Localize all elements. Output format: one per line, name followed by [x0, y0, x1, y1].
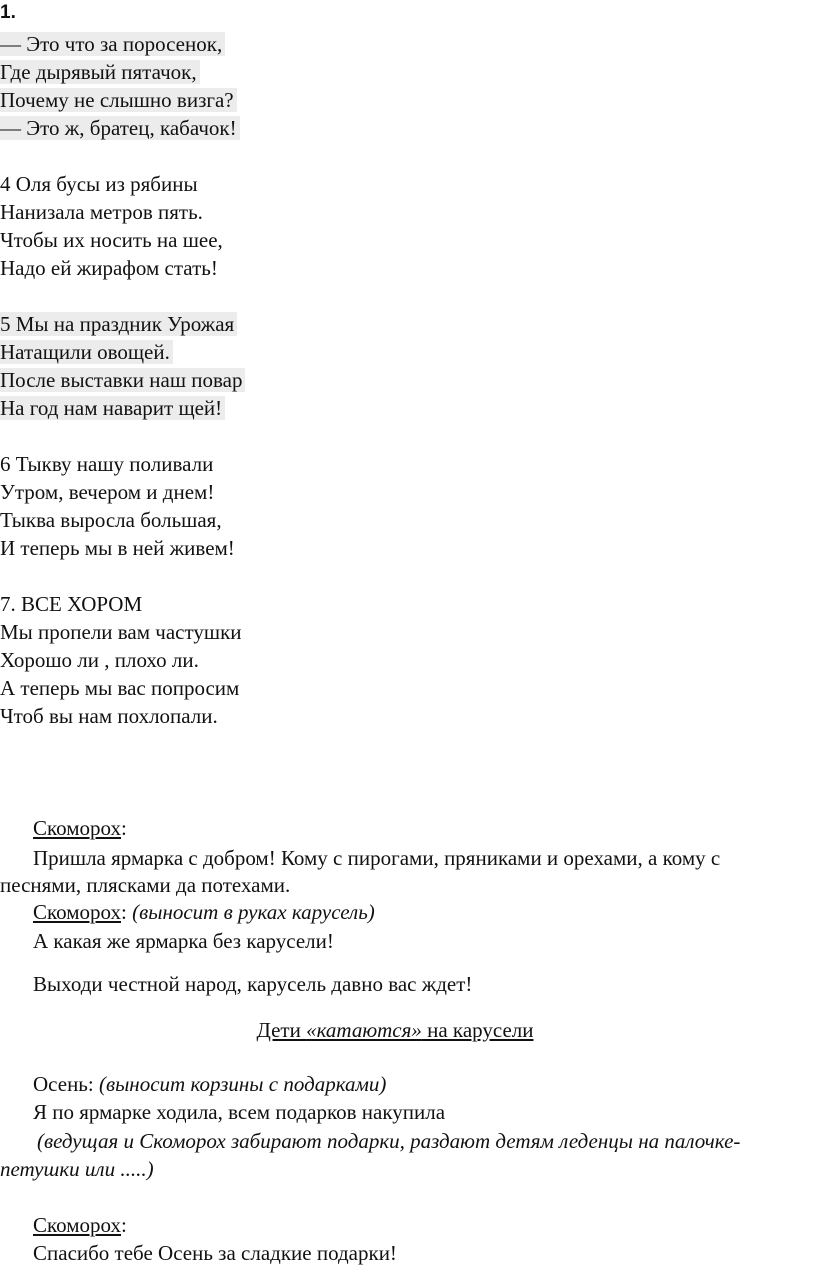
- dialogue-line: Спасибо тебе Осень за сладкие подарки!: [33, 1241, 397, 1265]
- verse-line: И теперь мы в ней живем!: [0, 536, 235, 560]
- dialogue-line: А какая же ярмарка без карусели!: [33, 929, 334, 953]
- dialogue-paragraph: Пришла ярмарка с добром! Кому с пирогами, пряниками и орехами, а кому с песнями, плясками да потехами.: [0, 846, 721, 897]
- stage-direction: (ведущая и Скоморох забирают подарки, раздают детям леденцы на палочке-петушки или .....): [0, 1129, 741, 1181]
- dialogue-line: Выходи честной народ, карусель давно вас ждет!: [33, 972, 473, 996]
- verse-line: Хорошо ли , плохо ли.: [0, 648, 199, 672]
- verse-line: 6 Тыкву нашу поливали: [0, 452, 214, 476]
- verse-line: — Это ж, братец, кабачок!: [0, 114, 240, 142]
- speaker-line: Скоморох:: [33, 1213, 127, 1237]
- verse-line: Чтоб вы нам похлопали.: [0, 704, 218, 728]
- verse-line: 5 Мы на праздник Урожая: [0, 310, 237, 338]
- speaker-line: Осень: (выносит корзины с подарками): [33, 1072, 387, 1096]
- verse-line: Мы пропели вам частушки: [0, 620, 242, 644]
- verse-line: Почему не слышно визга?: [0, 86, 237, 114]
- speaker-line: Скоморох: (выносит в руках карусель): [33, 900, 375, 924]
- verse-line: Чтобы их носить на шее,: [0, 228, 223, 252]
- verse-line: Надо ей жирафом стать!: [0, 256, 218, 280]
- scene-heading: Дети «катаются» на карусели: [256, 1018, 534, 1042]
- dialogue-line: Я по ярмарке ходила, всем подарков накупила: [33, 1100, 446, 1124]
- verse-line: 4 Оля бусы из рябины: [0, 172, 198, 196]
- stanza-number-1: 1.: [0, 2, 16, 23]
- verse-line: Нанизала метров пять.: [0, 200, 203, 224]
- verse-line: После выставки наш повар: [0, 366, 245, 394]
- verse-line: А теперь мы вас попросим: [0, 676, 240, 700]
- verse-line: Утром, вечером и днем!: [0, 480, 215, 504]
- verse-line: На год нам наварит щей!: [0, 394, 225, 422]
- verse-line: Натащили овощей.: [0, 338, 173, 366]
- speaker-line: Скоморох:: [33, 816, 127, 840]
- verse-line: 7. ВСЕ ХОРОМ: [0, 592, 143, 616]
- verse-line: Где дырявый пятачок,: [0, 58, 200, 86]
- verse-line: — Это что за поросенок,: [0, 30, 225, 58]
- verse-line: Тыква выросла большая,: [0, 508, 222, 532]
